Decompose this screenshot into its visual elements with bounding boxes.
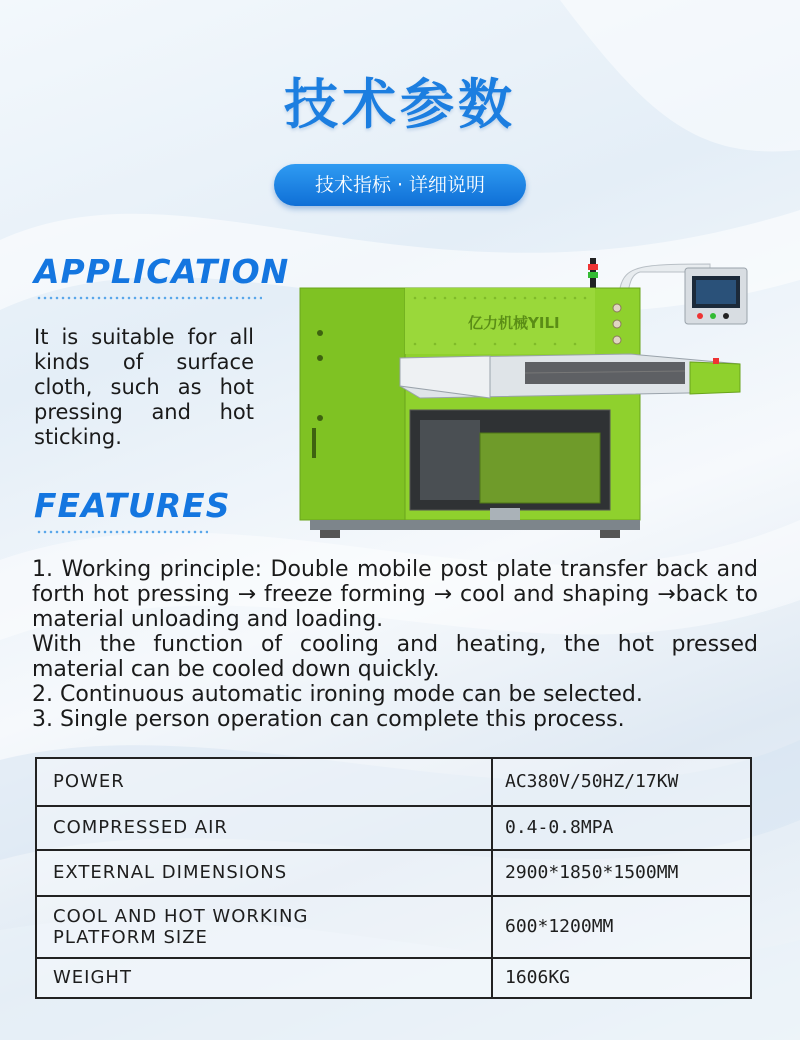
application-heading-label: APPLICATION [34, 252, 290, 291]
spec-label: COOL AND HOT WORKING PLATFORM SIZE [36, 896, 492, 958]
signal-light-green [588, 272, 598, 278]
application-text: It is suitable for all kinds of surface cloth, such as hot pressing and hot sticking. [34, 325, 254, 449]
subtitle-badge: 技术指标 · 详细说明 [274, 164, 526, 206]
features-text [32, 557, 758, 732]
features-heading-label: FEATURES [34, 486, 231, 525]
dotted-underline [36, 530, 208, 534]
spec-label: EXTERNAL DIMENSIONS [36, 850, 492, 896]
feature-line: 1. Working principle: Double mobile post plate transfer back and forth hot pressing → freeze forming → cool and shaping →back to material unloading and loading. [32, 557, 758, 632]
spec-row-weight [36, 958, 751, 998]
machine-brand-text: 亿力机械YILI [468, 314, 560, 332]
spec-label: COMPRESSED AIR [36, 806, 492, 850]
feature-line: 3. Single person operation can complete this process. [32, 707, 625, 732]
spec-row-platform-size [36, 896, 751, 958]
spec-value: 0.4-0.8MPA [492, 806, 751, 850]
dotted-underline [36, 296, 262, 300]
spec-value: 1606KG [492, 958, 751, 998]
spec-value: 2900*1850*1500MM [492, 850, 751, 896]
feature-line: 2. Continuous automatic ironing mode can be selected. [32, 682, 643, 707]
feature-line: With the function of cooling and heating, the hot pressed material can be cooled down quickly. [32, 632, 758, 682]
spec-row-compressed-air [36, 806, 751, 850]
signal-light-red [588, 264, 598, 270]
spec-row-dimensions [36, 850, 751, 896]
spec-table [35, 757, 752, 999]
features-heading [34, 486, 231, 525]
heat-press-machine-photo [290, 258, 760, 540]
application-heading [34, 252, 289, 291]
spec-label: POWER [36, 758, 492, 806]
spec-value: AC380V/50HZ/17KW [492, 758, 751, 806]
spec-label: WEIGHT [36, 958, 492, 998]
spec-row-power [36, 758, 751, 806]
spec-value: 600*1200MM [492, 896, 751, 958]
page-title: 技术参数 [284, 73, 516, 136]
machine-base [310, 520, 640, 530]
